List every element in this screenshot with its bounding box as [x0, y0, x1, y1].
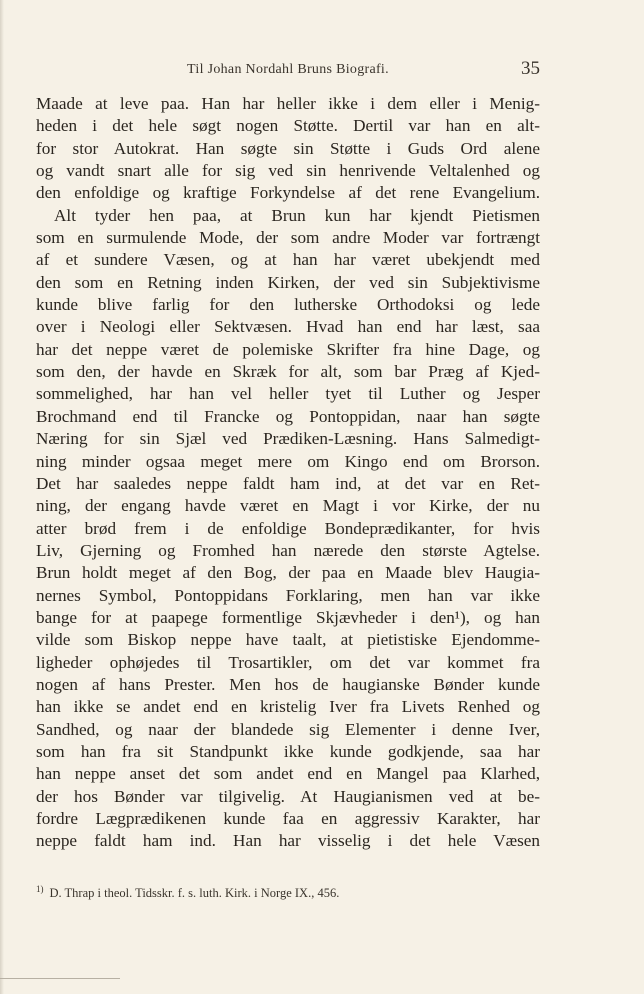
text-line: Sandhed, og naar der blandede sig Elementer i denne Iver,	[36, 719, 540, 739]
text-line: fordre Lægprædikenen kunde faa en aggressiv Karakter, har	[36, 809, 540, 828]
text-line: for stor Autokrat. Han søgte sin Støtte i Guds Ord alene	[36, 138, 540, 158]
text-line: Næring for sin Sjæl ved Prædiken-Læsning. Hans Salmedigt-	[36, 429, 540, 449]
text-line: atter brød frem i de enfoldige Bondeprædikanter, for hvis	[36, 518, 540, 538]
text-line: den enfoldige og kraftige Forkyndelse af det rene Evangelium.	[36, 183, 540, 203]
body-text	[36, 93, 540, 853]
text-line: har det neppe været de polemiske Skrifter fra hine Dage, og	[36, 339, 540, 359]
footnote-marker: 1)	[36, 884, 44, 894]
text-line: ning minder ogsaa meget mere om Kingo end om Brorson.	[36, 451, 540, 471]
text-line: kunde blive farlig for den lutherske Orthodoksi og lede	[36, 295, 540, 315]
text-line: af et sundere Væsen, og at han har været ubekjendt med	[36, 250, 540, 270]
text-line: han neppe anset det som andet end en Mangel paa Klarhed,	[36, 764, 540, 784]
paragraph-start-line: Alt tyder hen paa, at Brun kun har kjendt Pietismen	[54, 205, 540, 225]
text-line: der hos Bønder var tilgivelig. At Haugianismen ved at be-	[36, 786, 540, 806]
running-head	[36, 58, 540, 84]
text-line: nernes Symbol, Pontoppidans Forklaring, men han var ikke	[36, 585, 540, 605]
text-line: Maade at leve paa. Han har heller ikke i dem eller i Menig-	[36, 94, 540, 113]
text-line: Liv, Gjerning og Fromhed han nærede den største Agtelse.	[36, 540, 540, 560]
text-line: heden i det hele søgt nogen Støtte. Dertil var han en alt-	[36, 116, 540, 136]
text-line: ning, der engang havde været en Magt i vor Kirke, der nu	[36, 496, 540, 516]
text-line: som den, der havde en Skræk for alt, som bar Præg af Kjed-	[36, 362, 540, 382]
text-line: ligheder ophøjedes til Trosartikler, om det var kommet fra	[36, 652, 540, 672]
text-line: neppe faldt ham ind. Han har visselig i det hele Væsen	[36, 831, 540, 851]
text-line: nogen af hans Prester. Men hos de haugianske Bønder kunde	[36, 674, 540, 694]
text-line: sommelighed, har han vel heller tyet til Luther og Jesper	[36, 384, 540, 404]
text-line: som han fra sit Standpunkt ikke kunde godkjende, saa har	[36, 741, 540, 761]
text-line: Det har saaledes neppe faldt ham ind, at det var en Ret-	[36, 473, 540, 493]
text-line: bange for at paapege formentlige Skjævheder i den¹), og han	[36, 607, 540, 627]
text-line: Brun holdt meget af den Bog, der paa en Maade blev Haugia-	[36, 563, 540, 583]
text-line: over i Neologi eller Sektvæsen. Hvad han end har læst, saa	[36, 317, 540, 337]
footnote-text: D. Thrap i theol. Tidsskr. f. s. luth. Kirk. i Norge IX., 456.	[49, 886, 340, 900]
bottom-edge-rule	[0, 978, 120, 979]
running-title: Til Johan Nordahl Bruns Biografi.	[187, 62, 389, 77]
text-line: Brochmand end til Francke og Pontoppidan, naar han søgte	[36, 406, 540, 426]
text-line: og vandt snart alle for sig ved sin henrivende Veltalenhed og	[36, 161, 540, 181]
text-line: den som en Retning inden Kirken, der ved sin Subjektivisme	[36, 272, 540, 292]
footnote	[36, 884, 540, 901]
page-number: 35	[521, 58, 540, 79]
text-line: vilde som Biskop neppe have taalt, at pietistiske Ejendomme-	[36, 630, 540, 650]
text-line: som en surmulende Mode, der som andre Moder var fortrængt	[36, 228, 540, 248]
page-edge-shadow	[0, 0, 4, 994]
text-line: han ikke se andet end en kristelig Iver fra Livets Renhed og	[36, 697, 540, 717]
